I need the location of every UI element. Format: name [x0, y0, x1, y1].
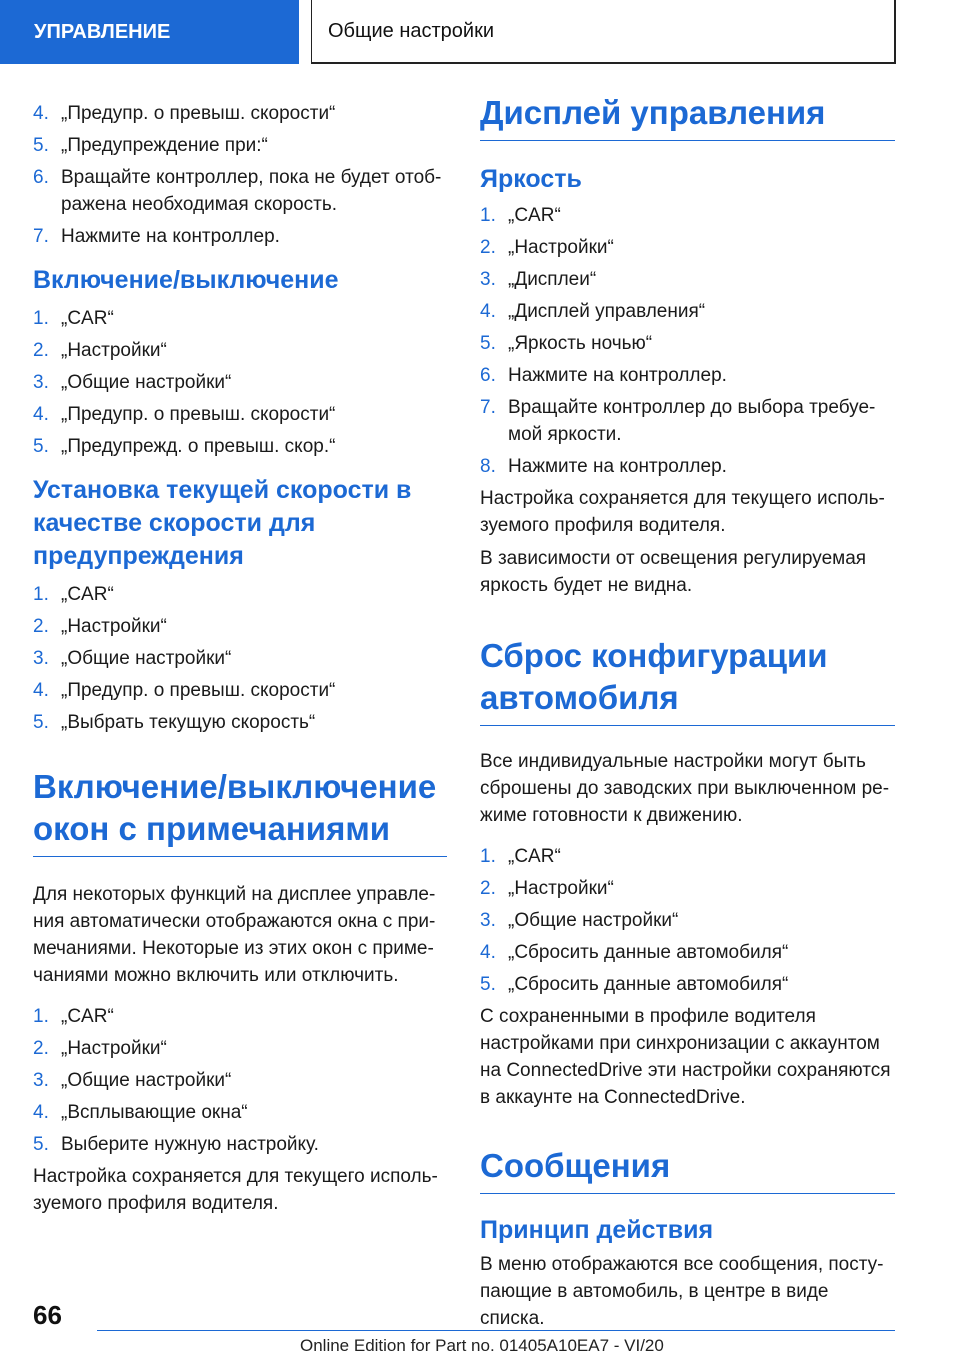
list-item [33, 223, 447, 250]
step-text: „Настройки“ [61, 340, 167, 361]
step-text: „CAR“ [61, 584, 114, 605]
chapter-header [311, 0, 896, 64]
step-text: „CAR“ [508, 205, 561, 226]
step-text: Выберите нужную настройку. [61, 1134, 319, 1155]
step-text: „Предупр. о превыш. скорости“ [61, 680, 336, 701]
section-tab [0, 0, 299, 64]
list-item [33, 132, 447, 159]
step-text: „Общие настройки“ [61, 372, 232, 393]
step-number: 1. [480, 846, 496, 867]
brightness-note-1: Настройка сохраняется для текущего используемого профиля водителя. [480, 488, 885, 536]
step-text: „Всплывающие окна“ [61, 1102, 248, 1123]
principle-text: В меню отображаются все сообщения, поступающие в автомобиль, в центре в виде списка. [480, 1254, 884, 1329]
list-item [480, 394, 895, 448]
list-item [480, 266, 895, 293]
list-item [33, 100, 447, 127]
section-title: УПРАВЛЕНИЕ [34, 20, 171, 43]
brightness-note-2: В зависимости от освещения регулируемая яркость будет не видна. [480, 548, 867, 596]
step-text: Нажмите на контроллер. [508, 365, 727, 386]
display-heading: Дисплей управления [480, 92, 895, 141]
list-item [33, 1067, 447, 1094]
left-column [33, 100, 447, 1217]
step-text: „Выбрать текущую скорость“ [61, 712, 316, 733]
list-item [33, 677, 447, 704]
step-text: Нажмите на контроллер. [61, 226, 280, 247]
reset-steps [480, 843, 895, 998]
list-item [33, 433, 447, 460]
step-text: „Предупр. о превыш. скорости“ [61, 404, 336, 425]
edition-label: Online Edition for Part no. 01405A10EA7 - VI/20 [300, 1336, 664, 1355]
step-text: „Сбросить данные автомобиля“ [508, 974, 789, 995]
list-item [480, 971, 895, 998]
step-text: „Настройки“ [61, 1038, 167, 1059]
step-number: 7. [480, 397, 496, 418]
step-number: 6. [33, 167, 49, 188]
list-item [33, 337, 447, 364]
list-item [480, 298, 895, 325]
step-text: „Яркость ночью“ [508, 333, 653, 354]
chapter-title: Общие настройки [328, 19, 494, 42]
step-number: 2. [33, 1038, 49, 1059]
principle-heading: Принцип действия [480, 1216, 714, 1244]
list-item [480, 202, 895, 229]
list-item [33, 1131, 447, 1158]
list-item [33, 645, 447, 672]
step-text: „CAR“ [61, 1006, 114, 1027]
step-number: 3. [480, 910, 496, 931]
onoff-steps [33, 305, 447, 460]
step-number: 3. [33, 648, 49, 669]
step-number: 1. [33, 1006, 49, 1027]
list-item [33, 401, 447, 428]
list-item [480, 843, 895, 870]
list-item [33, 709, 447, 736]
list-item [33, 305, 447, 332]
reset-heading: Сброс конфигурации автомобиля [480, 635, 895, 726]
step-number: 3. [33, 372, 49, 393]
step-text: „Настройки“ [508, 237, 614, 258]
list-item [480, 907, 895, 934]
step-text: „Общие настройки“ [508, 910, 679, 931]
step-number: 2. [480, 878, 496, 899]
reset-intro: Все индивидуальные настройки могут быть сброшены до заводских при выключенном режиме готовности к движению. [480, 751, 890, 826]
popups-heading: Включение/выключение окон с примечаниями [33, 766, 447, 857]
step-text: „CAR“ [61, 308, 114, 329]
popups-note: Настройка сохраняется для текущего используемого профиля водителя. [33, 1166, 438, 1214]
step-number: 4. [33, 404, 49, 425]
current-speed-steps [33, 581, 447, 736]
right-column [480, 92, 895, 1332]
step-number: 4. [33, 680, 49, 701]
step-number: 5. [33, 135, 49, 156]
list-item [480, 939, 895, 966]
popups-intro: Для некоторых функций на дисплее управления автоматически отображаются окна с примечаниями. Некоторые из этих окон с примечаниями можно включить или отключить. [33, 884, 436, 986]
step-number: 2. [480, 237, 496, 258]
step-text: „Предупреждение при:“ [61, 135, 268, 156]
step-number: 5. [33, 1134, 49, 1155]
step-number: 5. [33, 436, 49, 457]
list-item [33, 1099, 447, 1126]
page-number: 66 [33, 1300, 62, 1330]
speed-warning-steps [33, 100, 447, 250]
step-number: 4. [480, 942, 496, 963]
list-item [33, 613, 447, 640]
step-text: Нажмите на контроллер. [508, 456, 727, 477]
step-text: „Настройки“ [61, 616, 167, 637]
step-text: Вращайте контроллер, пока не будет отображена необходимая скорость. [61, 167, 442, 215]
step-number: 8. [480, 456, 496, 477]
brightness-steps [480, 202, 895, 480]
step-number: 4. [33, 1102, 49, 1123]
current-speed-heading: Установка текущей скорости в качестве скорости для предупреждения [33, 476, 412, 570]
list-item [33, 581, 447, 608]
list-item [480, 875, 895, 902]
step-number: 1. [480, 205, 496, 226]
step-number: 5. [480, 974, 496, 995]
popups-steps [33, 1003, 447, 1158]
step-text: „Настройки“ [508, 878, 614, 899]
step-number: 1. [33, 308, 49, 329]
step-text: „Сбросить данные автомобиля“ [508, 942, 789, 963]
step-number: 7. [33, 226, 49, 247]
footer-divider [97, 1330, 895, 1331]
list-item [33, 369, 447, 396]
list-item [33, 164, 447, 218]
list-item [480, 362, 895, 389]
step-text: Вращайте контроллер до выбора требуемой яркости. [508, 397, 876, 445]
step-number: 1. [33, 584, 49, 605]
step-number: 5. [33, 712, 49, 733]
step-number: 5. [480, 333, 496, 354]
step-text: „Дисплеи“ [508, 269, 597, 290]
brightness-heading: Яркость [480, 165, 582, 193]
step-text: „CAR“ [508, 846, 561, 867]
list-item [33, 1003, 447, 1030]
step-text: „Общие настройки“ [61, 1070, 232, 1091]
step-number: 4. [33, 103, 49, 124]
list-item [480, 330, 895, 357]
step-number: 6. [480, 365, 496, 386]
step-text: „Дисплей управления“ [508, 301, 706, 322]
list-item [480, 234, 895, 261]
step-number: 2. [33, 340, 49, 361]
onoff-heading: Включение/выключение [33, 266, 339, 294]
step-number: 4. [480, 301, 496, 322]
list-item [480, 453, 895, 480]
step-number: 2. [33, 616, 49, 637]
step-text: „Общие настройки“ [61, 648, 232, 669]
step-number: 3. [33, 1070, 49, 1091]
reset-note: С сохраненными в профиле водителя настройками при синхронизации с аккаунтом на ConnectedDrive эти настройки сохраняются в аккаунте на ConnectedDrive. [480, 1006, 891, 1108]
list-item [33, 1035, 447, 1062]
step-text: „Предупр. о превыш. скорости“ [61, 103, 336, 124]
messages-heading: Сообщения [480, 1145, 895, 1194]
step-text: „Предупрежд. о превыш. скор.“ [61, 436, 336, 457]
step-number: 3. [480, 269, 496, 290]
